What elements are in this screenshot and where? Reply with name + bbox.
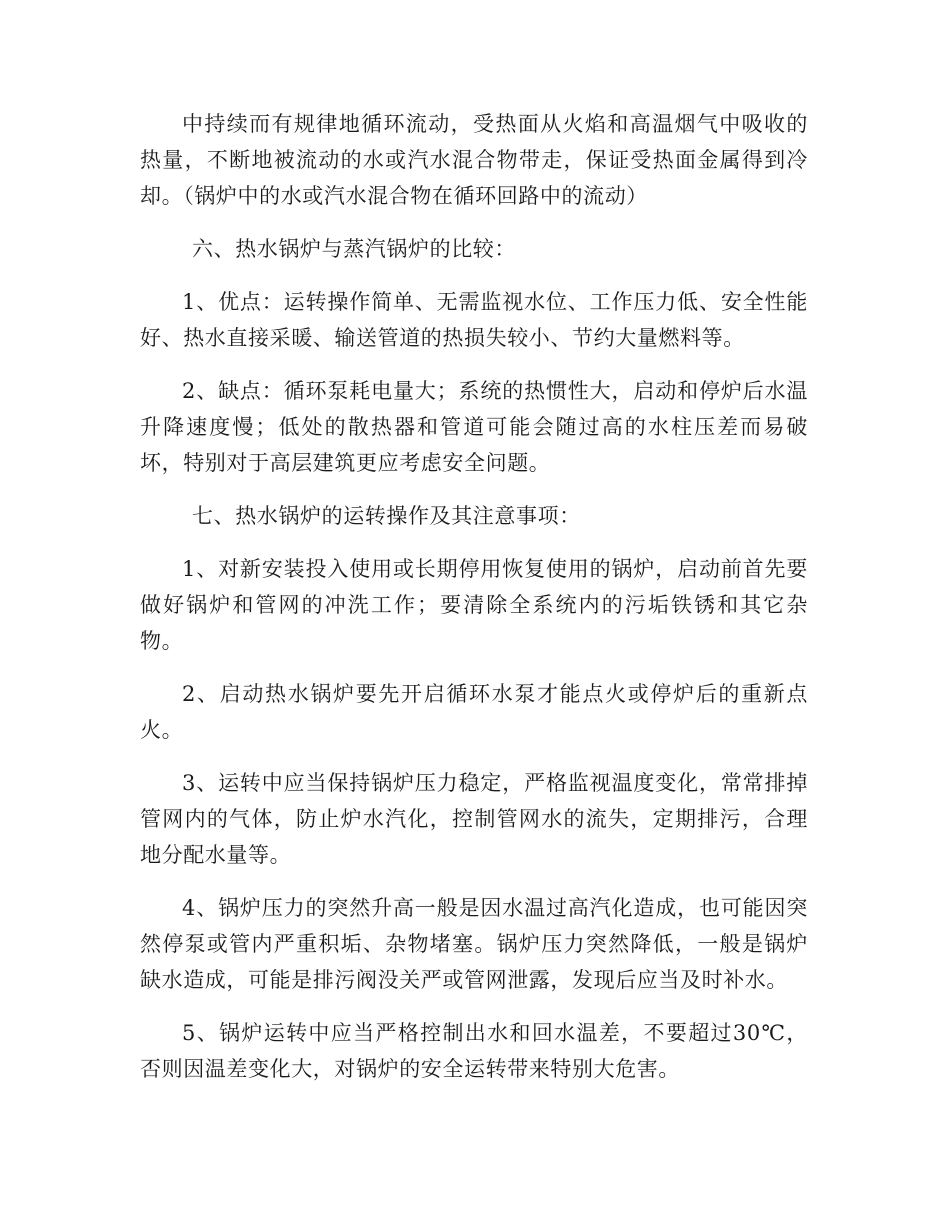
section-heading-7: 七、热水锅炉的运转操作及其注意事项：	[192, 504, 581, 528]
paragraph-disadvantages: 2、缺点：循环泵耗电量大；系统的热惯性大，启动和停炉后水温升降速度慢；低处的散热器和管道可能会随过高的水柱压差而易破坏，特别对于高层建筑更应考虑安全问题。	[140, 379, 808, 475]
paragraph-item-5: 5、锅炉运转中应当严格控制出水和回水温差，不要超过30℃，否则因温差变化大，对锅炉的安全运转带来特别大危害。	[140, 1021, 808, 1081]
paragraph-item-2: 2、启动热水锅炉要先开启循环水泵才能点火或停炉后的重新点火。	[140, 682, 808, 742]
section-heading-6: 六、热水锅炉与蒸汽锅炉的比较：	[192, 237, 516, 261]
paragraph-item-3: 3、运转中应当保持锅炉压力稳定，严格监视温度变化，常常排掉管网内的气体，防止炉水汽化，控制管网水的流失，定期排污，合理地分配水量等。	[140, 771, 808, 867]
paragraph-continuation: 中持续而有规律地循环流动，受热面从火焰和高温烟气中吸收的热量，不断地被流动的水或汽水混合物带走，保证受热面金属得到冷却。（锅炉中的水或汽水混合物在循环回路中的流动）	[140, 112, 808, 208]
paragraph-item-4: 4、锅炉压力的突然升高一般是因水温过高汽化造成，也可能因突然停泵或管内严重积垢、杂物堵塞。锅炉压力突然降低，一般是锅炉缺水造成，可能是排污阀没关严或管网泄露，发现后应当及时补水。	[140, 896, 808, 992]
document-body	[140, 106, 808, 1104]
paragraph-item-1: 1、对新安装投入使用或长期停用恢复使用的锅炉，启动前首先要做好锅炉和管网的冲洗工作；要清除全系统内的污垢铁锈和其它杂物。	[140, 557, 808, 653]
paragraph-advantages: 1、优点：运转操作简单、无需监视水位、工作压力低、安全性能好、热水直接采暖、输送管道的热损失较小、节约大量燃料等。	[140, 290, 808, 350]
